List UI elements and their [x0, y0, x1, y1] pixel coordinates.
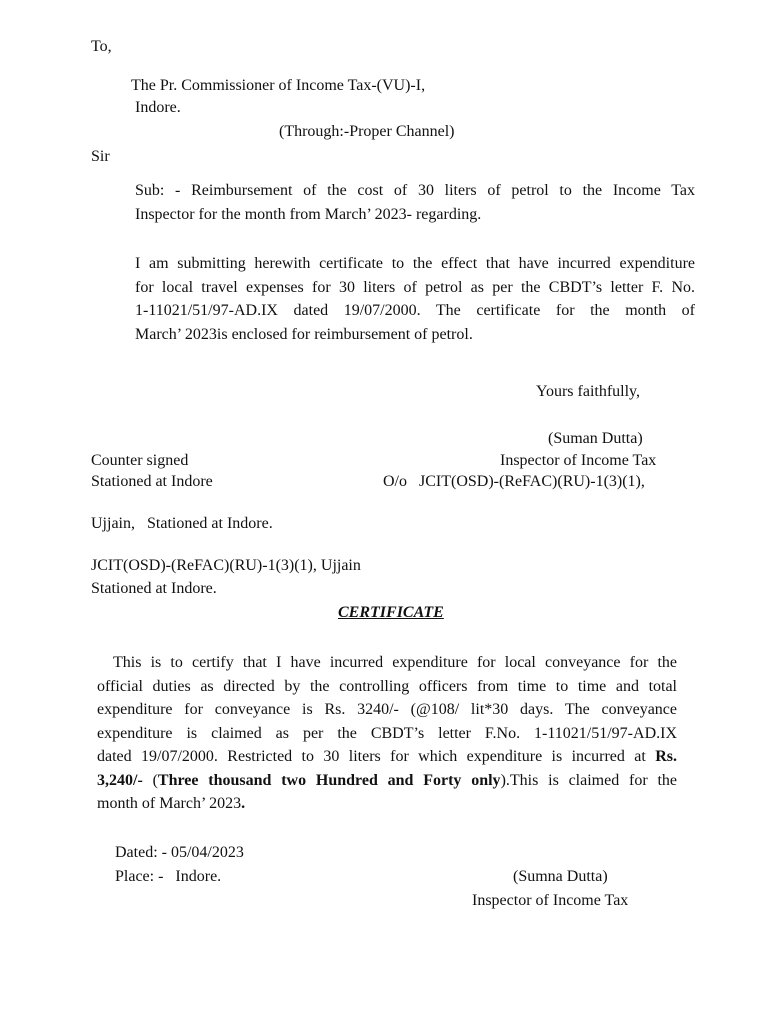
certificate-line: expenditure is claimed as per the CBDT’s letter F.No. 1-11021/51/97-AD.IX	[97, 724, 677, 742]
salutation-to: To,	[91, 38, 112, 55]
addressee-line1: The Pr. Commissioner of Income Tax-(VU)-I,	[131, 77, 426, 94]
open-paren: (	[142, 771, 158, 789]
jcit-stationed: Stationed at Indore.	[91, 580, 217, 597]
month-period: .	[241, 795, 246, 812]
body-line: 1-11021/51/97-AD.IX dated 19/07/2000. The certificate for the month of	[135, 302, 695, 319]
jcit-line: JCIT(OSD)-(ReFAC)(RU)-1(3)(1), Ujjain	[91, 557, 361, 574]
addressee-line2: Indore.	[135, 99, 181, 116]
body-line: March’ 2023is enclosed for reimbursement of petrol.	[135, 325, 473, 343]
subject-line: Sub: - Reimbursement of the cost of 30 liters of petrol to the Income Tax	[135, 182, 695, 199]
amount-rs: Rs.	[655, 748, 678, 765]
dated: Dated: - 05/04/2023	[115, 844, 244, 861]
ujjain-line: Ujjain, Stationed at Indore.	[91, 515, 273, 532]
signatory-name: (Suman Dutta)	[548, 430, 643, 447]
amount-words: Three thousand two Hundred and Forty only	[157, 771, 501, 789]
place: Place: - Indore.	[115, 868, 222, 885]
sir-line: Sir	[91, 148, 110, 165]
certificate-line	[97, 745, 677, 769]
certificate-line	[97, 792, 677, 816]
sign-name: (Sumna Dutta)	[513, 868, 608, 885]
amount-value: 3,240/-	[97, 771, 143, 789]
after-words: ).This is claimed for the	[500, 771, 678, 789]
closing: Yours faithfully,	[536, 383, 641, 400]
certificate-line	[97, 769, 677, 793]
certificate-line: This is to certify that I have incurred expenditure for local conveyance for the	[113, 654, 677, 671]
certificate-body	[97, 651, 677, 816]
month-text: month of March’ 2023	[97, 795, 242, 812]
certificate-heading: CERTIFICATE	[338, 604, 444, 621]
through-line: (Through:-Proper Channel)	[279, 123, 455, 140]
sign-designation: Inspector of Income Tax	[472, 892, 629, 909]
subject	[135, 179, 695, 226]
certificate-line: expenditure for conveyance is Rs. 3240/- (@108/ lit*30 days. The conveyance	[97, 701, 677, 718]
certificate-line: official duties as directed by the controlling officers from time to time and total	[97, 677, 677, 695]
body-line: for local travel expenses for 30 liters of petrol as per the CBDT’s letter F. No.	[135, 278, 695, 296]
signatory-designation: Inspector of Income Tax	[500, 452, 657, 469]
stationed-left: Stationed at Indore	[91, 473, 213, 490]
body-line: I am submitting herewith certificate to the effect that have incurred expenditure	[135, 255, 695, 272]
signatory-office: O/o JCIT(OSD)-(ReFAC)(RU)-1(3)(1),	[383, 473, 645, 490]
letter-body	[135, 252, 695, 346]
counter-signed: Counter signed	[91, 452, 189, 469]
certificate-line-text: dated 19/07/2000. Restricted to 30 liters for which expenditure is incurred at	[97, 748, 646, 765]
subject-line: Inspector for the month from March’ 2023- regarding.	[135, 205, 482, 223]
